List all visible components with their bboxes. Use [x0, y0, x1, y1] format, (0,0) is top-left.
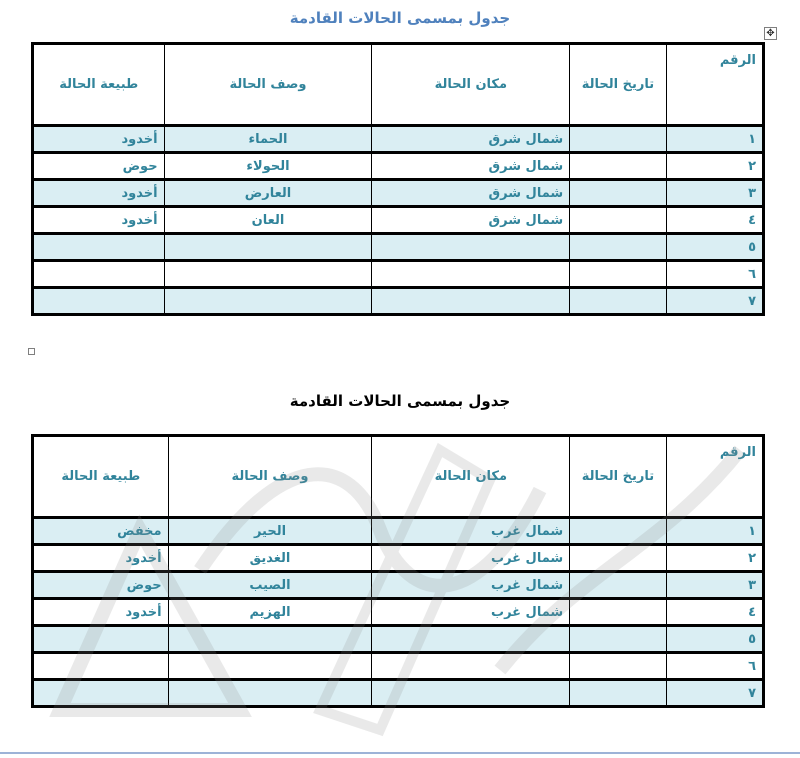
cell-desc[interactable]: الحولاء [164, 153, 372, 180]
table-row [33, 261, 764, 288]
header-num: الرقم [666, 44, 763, 126]
cell-num[interactable]: ٦ [666, 261, 763, 288]
move-arrows-icon[interactable]: ✥ [764, 27, 777, 40]
cell-nature[interactable]: أخدود [33, 126, 165, 153]
cell-nature[interactable] [33, 234, 165, 261]
cell-desc[interactable] [168, 626, 372, 653]
cell-desc[interactable] [164, 261, 372, 288]
cell-date[interactable] [570, 126, 666, 153]
cell-num[interactable]: ٣ [666, 180, 763, 207]
cell-num[interactable]: ١ [666, 518, 763, 545]
header-date: تاريخ الحالة [570, 44, 666, 126]
header-desc: وصف الحالة [164, 44, 372, 126]
cell-num[interactable]: ٦ [666, 653, 763, 680]
cell-num[interactable]: ٢ [666, 545, 763, 572]
header-num: الرقم [666, 436, 763, 518]
cell-place[interactable]: شمال شرق [372, 207, 570, 234]
cell-date[interactable] [570, 518, 666, 545]
cell-date[interactable] [570, 653, 666, 680]
table-row [33, 518, 764, 545]
cell-desc[interactable] [168, 653, 372, 680]
cell-place[interactable] [372, 234, 570, 261]
cell-nature[interactable]: أخدود [33, 207, 165, 234]
cell-num[interactable]: ٧ [666, 680, 763, 707]
cell-place[interactable] [372, 680, 570, 707]
header-nature: طبيعة الحالة [33, 44, 165, 126]
cell-nature[interactable]: أخدود [33, 180, 165, 207]
cell-date[interactable] [570, 207, 666, 234]
cell-desc[interactable]: الحير [168, 518, 372, 545]
cell-place[interactable]: شمال شرق [372, 153, 570, 180]
table-row [33, 653, 764, 680]
cell-desc[interactable]: الهزيم [168, 599, 372, 626]
cell-nature[interactable]: حوض [33, 153, 165, 180]
cell-num[interactable]: ٥ [666, 234, 763, 261]
cell-num[interactable]: ٤ [666, 207, 763, 234]
cell-nature[interactable]: حوض [33, 572, 169, 599]
table-row [33, 126, 764, 153]
cell-desc[interactable]: العارض [164, 180, 372, 207]
header-nature: طبيعة الحالة [33, 436, 169, 518]
cell-nature[interactable]: مخفض [33, 518, 169, 545]
header-place: مكان الحالة [372, 44, 570, 126]
cell-desc[interactable] [164, 234, 372, 261]
cell-desc[interactable] [164, 288, 372, 315]
table-row [33, 599, 764, 626]
cell-desc[interactable]: الغديق [168, 545, 372, 572]
table-header-row [33, 436, 764, 518]
cell-desc[interactable]: الصيب [168, 572, 372, 599]
cell-place[interactable] [372, 653, 570, 680]
cell-date[interactable] [570, 180, 666, 207]
cell-date[interactable] [570, 261, 666, 288]
cell-place[interactable]: شمال غرب [372, 599, 570, 626]
cell-date[interactable] [570, 288, 666, 315]
cell-place[interactable]: شمال غرب [372, 545, 570, 572]
table-body-1 [33, 126, 764, 315]
cell-num[interactable]: ٤ [666, 599, 763, 626]
cell-place[interactable]: شمال شرق [372, 126, 570, 153]
cell-date[interactable] [570, 153, 666, 180]
table-header-row [33, 44, 764, 126]
cell-nature[interactable]: أخدود [33, 545, 169, 572]
cell-place[interactable] [372, 288, 570, 315]
cell-num[interactable]: ٣ [666, 572, 763, 599]
table-row [33, 572, 764, 599]
cell-nature[interactable] [33, 261, 165, 288]
table-title-1: جدول بمسمى الحالات القادمة [289, 9, 511, 27]
cell-place[interactable] [372, 261, 570, 288]
cell-num[interactable]: ٧ [666, 288, 763, 315]
resize-square-icon[interactable] [28, 348, 35, 355]
table-row [33, 545, 764, 572]
header-desc: وصف الحالة [168, 436, 372, 518]
table-row [33, 626, 764, 653]
cell-date[interactable] [570, 572, 666, 599]
table-row [33, 234, 764, 261]
table-row [33, 207, 764, 234]
cell-nature[interactable]: أخدود [33, 599, 169, 626]
table-row [33, 153, 764, 180]
cell-nature[interactable] [33, 626, 169, 653]
cell-num[interactable]: ٢ [666, 153, 763, 180]
table-body-2 [33, 518, 764, 707]
cell-num[interactable]: ٥ [666, 626, 763, 653]
cell-place[interactable] [372, 626, 570, 653]
cell-num[interactable]: ١ [666, 126, 763, 153]
header-place: مكان الحالة [372, 436, 570, 518]
table-title-2: جدول بمسمى الحالات القادمة [289, 392, 511, 410]
cell-nature[interactable] [33, 680, 169, 707]
cell-date[interactable] [570, 234, 666, 261]
table-row [33, 288, 764, 315]
cell-nature[interactable] [33, 653, 169, 680]
cell-place[interactable]: شمال شرق [372, 180, 570, 207]
cell-desc[interactable]: الحماء [164, 126, 372, 153]
cell-desc[interactable] [168, 680, 372, 707]
page-footer-line [0, 752, 800, 754]
cases-table-2 [31, 434, 765, 708]
cell-date[interactable] [570, 545, 666, 572]
cell-desc[interactable]: العان [164, 207, 372, 234]
table-row [33, 680, 764, 707]
cell-date[interactable] [570, 626, 666, 653]
cell-date[interactable] [570, 680, 666, 707]
cell-date[interactable] [570, 599, 666, 626]
table-row [33, 180, 764, 207]
cell-place[interactable]: شمال غرب [372, 572, 570, 599]
cell-place[interactable]: شمال غرب [372, 518, 570, 545]
header-date: تاريخ الحالة [570, 436, 666, 518]
cases-table-1 [31, 42, 765, 316]
cell-nature[interactable] [33, 288, 165, 315]
